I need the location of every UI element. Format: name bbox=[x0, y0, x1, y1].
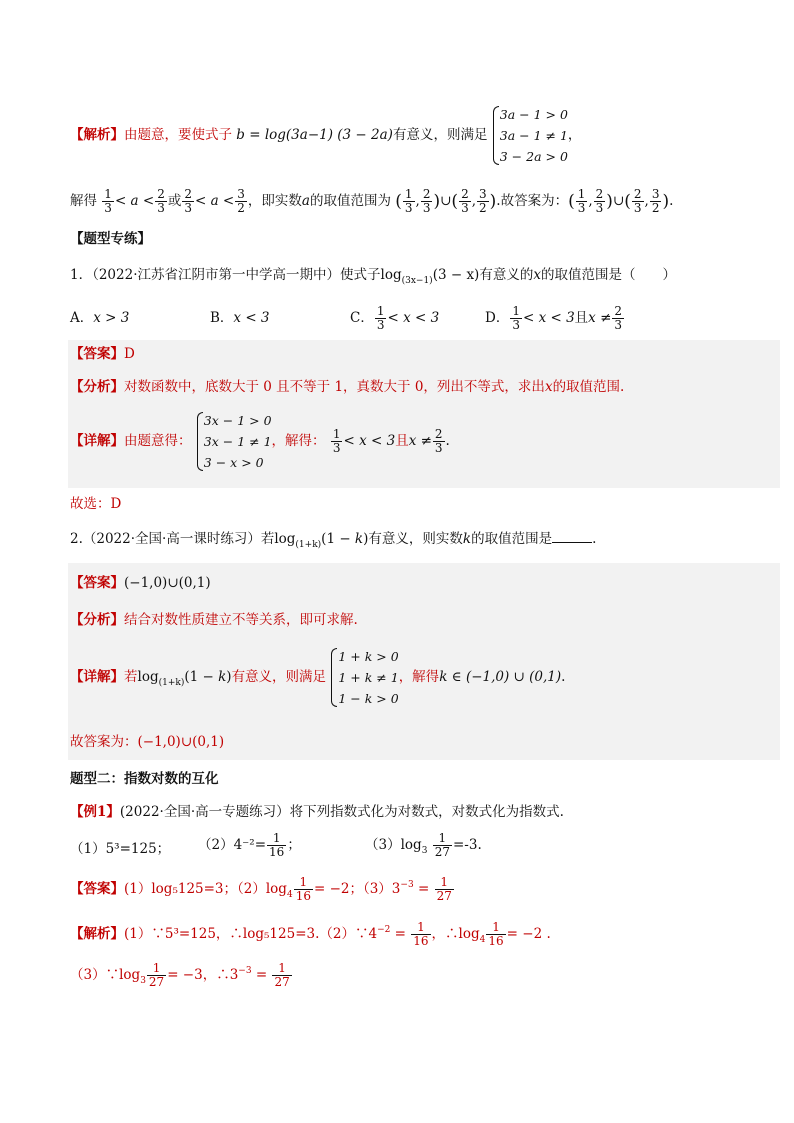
q1-detail: 【详解】由题意得： 3x − 1 > 0 3x − 1 ≠ 1 3 − x > 0 ，解得： $\frac{1}{3}$ < x < 3且x ≠ $\frac{2}{3}$ . bbox=[70, 410, 450, 473]
system-row: 3a − 1 > 0 bbox=[499, 107, 568, 122]
detail-tag: 【详解】 bbox=[70, 433, 124, 449]
fraction: $\frac{1}{3}$ bbox=[104, 187, 112, 215]
analysis-text-b: 有意义，则满足 bbox=[392, 127, 488, 143]
detail-text-b: ，解得： bbox=[271, 433, 326, 449]
solution-prefix: 解得 bbox=[70, 193, 97, 209]
and-word: 且 bbox=[574, 310, 589, 326]
analysis-text: 对数函数中，底数大于 0 且不等于 1，真数大于 0，列出不等式，求出 bbox=[124, 379, 545, 395]
q2-stem: 2.（2022·全国·高一课时练习）若$\log_{(1+k)}(1 - k)$有意义，则实数k的取值范围是 . bbox=[70, 531, 597, 550]
part-3: $(3)\log_3$ $\frac{1}{27}$ =-3. bbox=[365, 831, 482, 859]
or-word: 或 bbox=[167, 193, 182, 209]
q1-stem-c: 的取值范围是（ ） bbox=[540, 267, 676, 283]
type2-title: 题型二：指数对数的互化 bbox=[70, 771, 219, 787]
solution-range: 的取值范围为 bbox=[309, 193, 391, 209]
q1-stem-b: 有意义的 bbox=[479, 267, 534, 283]
option-c[interactable]: C． $\frac{1}{3}$ < x < 3 bbox=[350, 304, 440, 332]
q2-detail: 【详解】若$\log_{(1+k)}(1 - k)$有意义，则满足 1 + k > 0 1 + k ≠ 1 1 − k > 0 ，解得k ∈ (−1,0) ∪ (0,1). bbox=[70, 646, 565, 709]
analysis-tag: 【分析】 bbox=[70, 612, 124, 628]
q2-system bbox=[330, 646, 398, 709]
answer-text-1: (1）log₅125=3；（2）log bbox=[124, 881, 287, 897]
detail-text-a: 若 bbox=[124, 669, 138, 685]
option-d[interactable]: D． $\frac{1}{3}$ < x < 3且x ≠ $\frac{2}{3}$ bbox=[485, 304, 623, 332]
q1-system bbox=[196, 410, 272, 473]
comma: ， bbox=[567, 127, 582, 143]
option-b-label: B． bbox=[210, 310, 234, 326]
analysis-tag: 【分析】 bbox=[70, 379, 124, 395]
system-row: 1 − k > 0 bbox=[338, 691, 399, 706]
option-a-value: x > 3 bbox=[93, 310, 130, 326]
system-row: 3x − 1 ≠ 1 bbox=[203, 434, 272, 449]
q1-answer bbox=[70, 345, 135, 363]
analysis-text-a: 由题意，要使式子 bbox=[124, 127, 232, 143]
analysis-text: 结合对数性质建立不等关系，即可求解. bbox=[124, 612, 358, 628]
part-3-tail: =-3. bbox=[453, 837, 482, 853]
q1-stem-a: 1．（2022·江苏省江阴市第一中学高一期中）使式子 bbox=[70, 267, 381, 283]
system-row: 3x − 1 > 0 bbox=[203, 413, 272, 428]
part-3-text: （3）log bbox=[365, 837, 422, 853]
q2-analysis bbox=[70, 611, 358, 629]
analysis-text-2: ，∴log bbox=[431, 926, 480, 942]
example-stem: (2022·全国·高一专题练习）将下列指数式化为对数式，对数式化为指数式. bbox=[119, 804, 564, 820]
system-row: 3 − x > 0 bbox=[203, 455, 264, 470]
q2-answer bbox=[70, 574, 211, 592]
detail-result: k ∈ (−1,0) ∪ (0,1) bbox=[439, 669, 562, 685]
option-b-value: x < 3 bbox=[233, 310, 270, 326]
q2-stem-b: 有意义，则实数 bbox=[368, 531, 463, 547]
detail-text-c: ，解得 bbox=[398, 669, 440, 685]
q2-final: 故答案为：(−1,0)∪(0,1) bbox=[70, 734, 225, 750]
answer-blank[interactable] bbox=[552, 530, 592, 543]
q2-var-k: k bbox=[462, 531, 472, 547]
example1-analysis-cont: $(3)\because\log_3$ $\frac{1}{27}$ = −3，$\therefore 3^{-3}$ = $\frac{1}{27}$ bbox=[70, 961, 290, 989]
analysis-system bbox=[492, 104, 568, 167]
system-row: 3 − 2a > 0 bbox=[499, 149, 568, 164]
part-1: （1）5³=125； bbox=[70, 841, 171, 857]
analysis-text-3: （3）∵log bbox=[70, 967, 141, 983]
answer-tag: 【答案】 bbox=[70, 881, 124, 897]
option-a[interactable] bbox=[70, 309, 129, 327]
solution-line: 解得 $\frac{1}{3}$ < a < $\frac{2}{3}$ 或 $\frac{2}{3}$ < a < $\frac{3}{2}$ ，即实数a的取值范围为 ( $\frac{1}{3}$ , $\frac{2}{3}$ )∪( $\frac{2}{3}$ , $\frac{3}{2}$ ).故答案为：( $\frac{1}{3}$ , $\frac{2}{3}$ )∪( $\frac{2}{3}$ , $\frac{3}{2}$ ). bbox=[70, 187, 674, 215]
analysis-text-1: (1）∵5³=125，∴log₅125=3.（2）∵4 bbox=[124, 926, 378, 942]
analysis-text-4: = −3，∴3 bbox=[167, 967, 239, 983]
analysis-tag: 【解析】 bbox=[70, 127, 124, 143]
q1-var-x: x bbox=[533, 267, 541, 283]
answer-text-2: = −2；（3）3 bbox=[313, 881, 401, 897]
q1-stem: 1．（2022·江苏省江阴市第一中学高一期中）使式子$\log_{(3x-1)}(3 - x)$有意义的x的取值范围是（ ） bbox=[70, 267, 676, 286]
detail-text: 由题意得： bbox=[124, 433, 192, 449]
option-c-label: C． bbox=[350, 310, 374, 326]
example1-stem bbox=[70, 803, 564, 821]
q2-stem-a: 2.（2022·全国·高一课时练习）若 bbox=[70, 531, 275, 547]
option-d-label: D． bbox=[485, 310, 510, 326]
variable-a: a bbox=[301, 193, 310, 209]
answer-tag: 【答案】 bbox=[70, 575, 124, 591]
analysis-text-b: 的取值范围. bbox=[552, 379, 625, 395]
q1-analysis: 【分析】对数函数中，底数大于 0 且不等于 1，真数大于 0，列出不等式，求出x的取值范围. bbox=[70, 379, 625, 395]
answer-value: (−1,0)∪(0,1) bbox=[124, 575, 211, 591]
detail-tag: 【详解】 bbox=[70, 669, 124, 685]
answer-value: D bbox=[124, 346, 135, 362]
q2-stem-c: 的取值范围是 bbox=[471, 531, 553, 547]
option-a-label: A． bbox=[70, 310, 94, 326]
example1-answer: 【答案】(1）log₅125=3；$(2)\log_4$ $\frac{1}{16}$ = −2；$(3)3^{-3}$ = $\frac{1}{27}$ bbox=[70, 875, 452, 903]
system-row: 1 + k > 0 bbox=[338, 649, 399, 664]
option-b[interactable] bbox=[210, 309, 270, 327]
analysis-system-line bbox=[70, 104, 581, 167]
example-tag: 【例1】 bbox=[70, 804, 120, 820]
part-2: （2）4⁻²= $\frac{1}{16}$ ； bbox=[198, 831, 301, 859]
example1-analysis: 【解析】(1）∵5³=125，$\therefore\log_5125=3.(2)\because 4^{-2}$ = $\frac{1}{16}$ ，$\therefore\log_4$ $\frac{1}{16}$ = −2 . bbox=[70, 920, 551, 948]
solution-mid: ，即实数 bbox=[247, 193, 302, 209]
solution-answer-label: .故答案为： bbox=[496, 193, 569, 209]
and-word: 且 bbox=[395, 433, 409, 449]
q1-final: 故选：D bbox=[70, 496, 122, 512]
analysis-tag: 【解析】 bbox=[70, 926, 124, 942]
answer-tag: 【答案】 bbox=[70, 346, 124, 362]
detail-text-b: 有意义，则满足 bbox=[231, 669, 327, 685]
system-row: 1 + k ≠ 1 bbox=[338, 670, 399, 685]
practice-title: 【题型专练】 bbox=[70, 231, 151, 247]
part-2-text: （2）4⁻²= bbox=[198, 837, 267, 853]
system-row: 3a − 1 ≠ 1 bbox=[499, 128, 568, 143]
example1-parts bbox=[70, 832, 750, 868]
analysis-expression: b = log(3a−1) (3 − 2a) bbox=[236, 127, 393, 143]
